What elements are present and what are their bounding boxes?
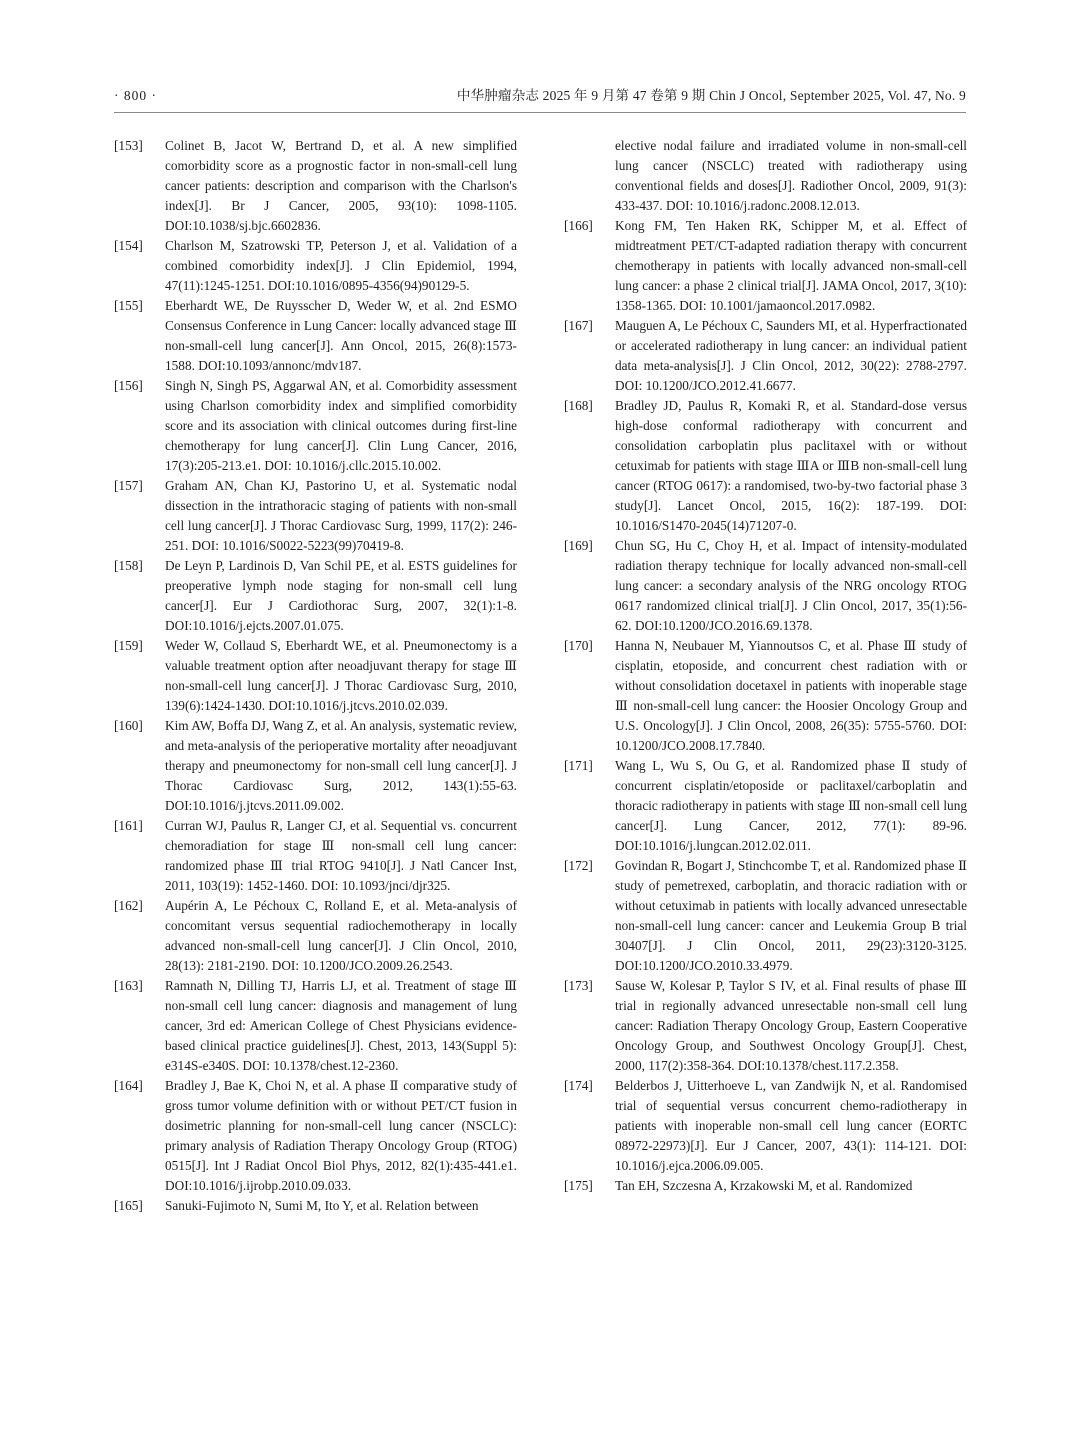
reference-entry xyxy=(114,816,517,896)
reference-entry xyxy=(114,896,517,976)
reference-text: Curran WJ, Paulus R, Langer CJ, et al. Sequential vs. concurrent chemoradiation for stage Ⅲ non-small cell lung cancer: randomized phase Ⅲ trial RTOG 9410[J]. J Natl Cancer Inst, 2011, 103(19): 1452-1460. DOI: 10.1093/jnci/djr325. xyxy=(165,818,517,893)
reference-number: [165] xyxy=(114,1198,143,1213)
reference-entry xyxy=(564,976,967,1076)
reference-text: Tan EH, Szczesna A, Krzakowski M, et al. Randomized xyxy=(615,1178,913,1193)
reference-text: Singh N, Singh PS, Aggarwal AN, et al. Comorbidity assessment using Charlson comorbidity index and simplified comorbidity score and its association with clinical outcomes during first-line chemotherapy for lung cancer[J]. Clin Lung Cancer, 2016, 17(3):205-213.e1. DOI: 10.1016/j.cllc.2015.10.002. xyxy=(165,378,517,473)
reference-text: Belderbos J, Uitterhoeve L, van Zandwijk N, et al. Randomised trial of sequential versus concurrent chemo-radiotherapy in patients with inoperable non-small cell lung cancer (EORTC 08972-22973)[J]. Eur J Cancer, 2007, 43(1): 114-121. DOI: 10.1016/j.ejca.2006.09.005. xyxy=(615,1078,967,1173)
reference-entry xyxy=(114,636,517,716)
reference-number: [161] xyxy=(114,818,143,833)
reference-text: Colinet B, Jacot W, Bertrand D, et al. A new simplified comorbidity score as a prognostic factor in non-small-cell lung cancer patients: description and comparison with the Charlson's index[J]. Br J Cancer, 2005, 93(10): 1098-1105. DOI:10.1038/sj.bjc.6602836. xyxy=(165,138,517,233)
reference-text: Hanna N, Neubauer M, Yiannoutsos C, et al. Phase Ⅲ study of cisplatin, etoposide, and concurrent chest radiation with or without consolidation docetaxel in patients with inoperable stage Ⅲ non-small-cell lung cancer: the Hoosier Oncology Group and U.S. Oncology[J]. J Clin Oncol, 2008, 26(35): 5755-5760. DOI: 10.1200/JCO.2008.17.7840. xyxy=(615,638,967,753)
reference-number: [169] xyxy=(564,538,593,553)
reference-text: Kim AW, Boffa DJ, Wang Z, et al. An analysis, systematic review, and meta-analysis of the perioperative mortality after neoadjuvant therapy and pneumonectomy for non-small cell lung cancer[J]. J Thorac Cardiovasc Surg, 2012, 143(1):55-63. DOI:10.1016/j.jtcvs.2011.09.002. xyxy=(165,718,517,813)
reference-text: Ramnath N, Dilling TJ, Harris LJ, et al. Treatment of stage Ⅲ non-small cell lung cancer: diagnosis and management of lung cancer, 3rd ed: American College of Chest Physicians evidence-based clinical practice guidelines[J]. Chest, 2013, 143(Suppl 5): e314S-e340S. DOI: 10.1378/chest.12-2360. xyxy=(165,978,517,1073)
reference-text: Aupérin A, Le Péchoux C, Rolland E, et al. Meta-analysis of concomitant versus sequential radiochemotherapy in locally advanced non-small-cell lung cancer[J]. J Clin Oncol, 2010, 28(13): 2181-2190. DOI: 10.1200/JCO.2009.26.2543. xyxy=(165,898,517,973)
journal-citation: 中华肿瘤杂志 2025 年 9 月第 47 卷第 9 期 Chin J Oncol, September 2025, Vol. 47, No. 9 xyxy=(456,88,966,103)
reference-text: Chun SG, Hu C, Choy H, et al. Impact of intensity-modulated radiation therapy technique for locally advanced non-small-cell lung cancer: a secondary analysis of the NRG oncology RTOG 0617 randomized clinical trial[J]. J Clin Oncol, 2017, 35(1):56-62. DOI:10.1200/JCO.2016.69.1378. xyxy=(615,538,967,633)
reference-number: [163] xyxy=(114,978,143,993)
reference-entry xyxy=(114,556,517,636)
header-rule xyxy=(114,112,966,113)
reference-number: [167] xyxy=(564,318,593,333)
reference-entry xyxy=(564,856,967,976)
reference-text: Bradley JD, Paulus R, Komaki R, et al. Standard-dose versus high-dose conformal radiotherapy with concurrent and consolidation carboplatin plus paclitaxel with or without cetuximab for patients with stage ⅢA or ⅢB non-small-cell lung cancer (RTOG 0617): a randomised, two-by-two factorial phase 3 study[J]. Lancet Oncol, 2015, 16(2): 187-199. DOI: 10.1016/S1470-2045(14)71207-0. xyxy=(615,398,967,533)
reference-entry xyxy=(114,376,517,476)
reference-number: [159] xyxy=(114,638,143,653)
reference-entry xyxy=(564,216,967,316)
reference-text: Graham AN, Chan KJ, Pastorino U, et al. Systematic nodal dissection in the intrathoracic staging of patients with non-small cell lung cancer[J]. J Thorac Cardiovasc Surg, 1999, 117(2): 246-251. DOI: 10.1016/S0022-5223(99)70419-8. xyxy=(165,478,517,553)
reference-text: Wang L, Wu S, Ou G, et al. Randomized phase Ⅱ study of concurrent cisplatin/etoposide or paclitaxel/carboplatin and thoracic radiotherapy in patients with stage Ⅲ non-small cell lung cancer[J]. Lung Cancer, 2012, 77(1): 89-96. DOI:10.1016/j.lungcan.2012.02.011. xyxy=(615,758,967,853)
reference-number: [168] xyxy=(564,398,593,413)
reference-text: De Leyn P, Lardinois D, Van Schil PE, et al. ESTS guidelines for preoperative lymph node staging for non-small cell lung cancer[J]. Eur J Cardiothorac Surg, 2007, 32(1):1-8. DOI:10.1016/j.ejcts.2007.01.075. xyxy=(165,558,517,633)
reference-number: [154] xyxy=(114,238,143,253)
reference-number: [175] xyxy=(564,1178,593,1193)
reference-entry xyxy=(114,476,517,556)
reference-number: [153] xyxy=(114,138,143,153)
reference-text: Mauguen A, Le Péchoux C, Saunders MI, et al. Hyperfractionated or accelerated radiotherapy in lung cancer: an individual patient data meta-analysis[J]. J Clin Oncol, 2012, 30(22): 2788-2797. DOI: 10.1200/JCO.2012.41.6677. xyxy=(615,318,967,393)
reference-entry xyxy=(114,236,517,296)
reference-number: [158] xyxy=(114,558,143,573)
reference-entry xyxy=(564,396,967,536)
reference-entry xyxy=(114,1196,517,1216)
reference-text: Sause W, Kolesar P, Taylor S IV, et al. Final results of phase Ⅲ trial in regionally advanced unresectable non-small cell lung cancer: Radiation Therapy Oncology Group, Eastern Cooperative Oncology Group, and Southwest Oncology Group[J]. Chest, 2000, 117(2):358-364. DOI:10.1378/chest.117.2.358. xyxy=(615,978,967,1073)
reference-text: Sanuki-Fujimoto N, Sumi M, Ito Y, et al. Relation between xyxy=(165,1198,479,1213)
reference-text: Charlson M, Szatrowski TP, Peterson J, et al. Validation of a combined comorbidity index[J]. J Clin Epidemiol, 1994, 47(11):1245-1251. DOI:10.1016/0895-4356(94)90129-5. xyxy=(165,238,517,293)
reference-number: [164] xyxy=(114,1078,143,1093)
reference-entry xyxy=(114,976,517,1076)
reference-entry xyxy=(114,296,517,376)
reference-entry xyxy=(564,136,967,216)
reference-text: elective nodal failure and irradiated volume in non-small-cell lung cancer (NSCLC) treated with radiotherapy using conventional fields and doses[J]. Radiother Oncol, 2009, 91(3): 433-437. DOI: 10.1016/j.radonc.2008.12.013. xyxy=(615,138,967,213)
reference-column-right xyxy=(564,136,967,1196)
reference-number: [174] xyxy=(564,1078,593,1093)
reference-entry xyxy=(564,536,967,636)
reference-entry xyxy=(564,756,967,856)
running-header xyxy=(114,86,966,112)
reference-text: Bradley J, Bae K, Choi N, et al. A phase Ⅱ comparative study of gross tumor volume definition with or without PET/CT fusion in dosimetric planning for non-small-cell lung cancer (NSCLC): primary analysis of Radiation Therapy Oncology Group (RTOG) 0515[J]. Int J Radiat Oncol Biol Phys, 2012, 82(1):435-441.e1. DOI:10.1016/j.ijrobp.2010.09.033. xyxy=(165,1078,517,1193)
reference-number: [173] xyxy=(564,978,593,993)
reference-entry xyxy=(564,1076,967,1176)
reference-number: [155] xyxy=(114,298,143,313)
page-number: · 800 · xyxy=(114,88,157,103)
reference-entry xyxy=(564,636,967,756)
reference-number: [160] xyxy=(114,718,143,733)
reference-entry xyxy=(114,136,517,236)
reference-number: [157] xyxy=(114,478,143,493)
reference-entry xyxy=(564,316,967,396)
reference-number: [170] xyxy=(564,638,593,653)
reference-number: [156] xyxy=(114,378,143,393)
reference-entry xyxy=(114,716,517,816)
reference-column-left xyxy=(114,136,517,1216)
reference-number: [172] xyxy=(564,858,593,873)
reference-text: Eberhardt WE, De Ruysscher D, Weder W, et al. 2nd ESMO Consensus Conference in Lung Cancer: locally advanced stage Ⅲ non-small-cell lung cancer[J]. Ann Oncol, 2015, 26(8):1573-1588. DOI:10.1093/annonc/mdv187. xyxy=(165,298,517,373)
reference-text: Kong FM, Ten Haken RK, Schipper M, et al. Effect of midtreatment PET/CT-adapted radiation therapy with concurrent chemotherapy in patients with locally advanced non-small-cell lung cancer: a phase 2 clinical trial[J]. JAMA Oncol, 2017, 3(10): 1358-1365. DOI: 10.1001/jamaoncol.2017.0982. xyxy=(615,218,967,313)
reference-entry xyxy=(114,1076,517,1196)
reference-text: Weder W, Collaud S, Eberhardt WE, et al. Pneumonectomy is a valuable treatment option after neoadjuvant therapy for stage Ⅲ non-small-cell lung cancer[J]. J Thorac Cardiovasc Surg, 2010, 139(6):1424-1430. DOI:10.1016/j.jtcvs.2010.02.039. xyxy=(165,638,517,713)
reference-text: Govindan R, Bogart J, Stinchcombe T, et al. Randomized phase Ⅱ study of pemetrexed, carboplatin, and thoracic radiation with or without cetuximab in patients with locally advanced unresectable non-small-cell lung cancer: cancer and Leukemia Group B trial 30407[J]. J Clin Oncol, 2011, 29(23):3120-3125. DOI:10.1200/JCO.2010.33.4979. xyxy=(615,858,967,973)
reference-number: [166] xyxy=(564,218,593,233)
reference-number: [162] xyxy=(114,898,143,913)
reference-entry xyxy=(564,1176,967,1196)
reference-number: [171] xyxy=(564,758,593,773)
